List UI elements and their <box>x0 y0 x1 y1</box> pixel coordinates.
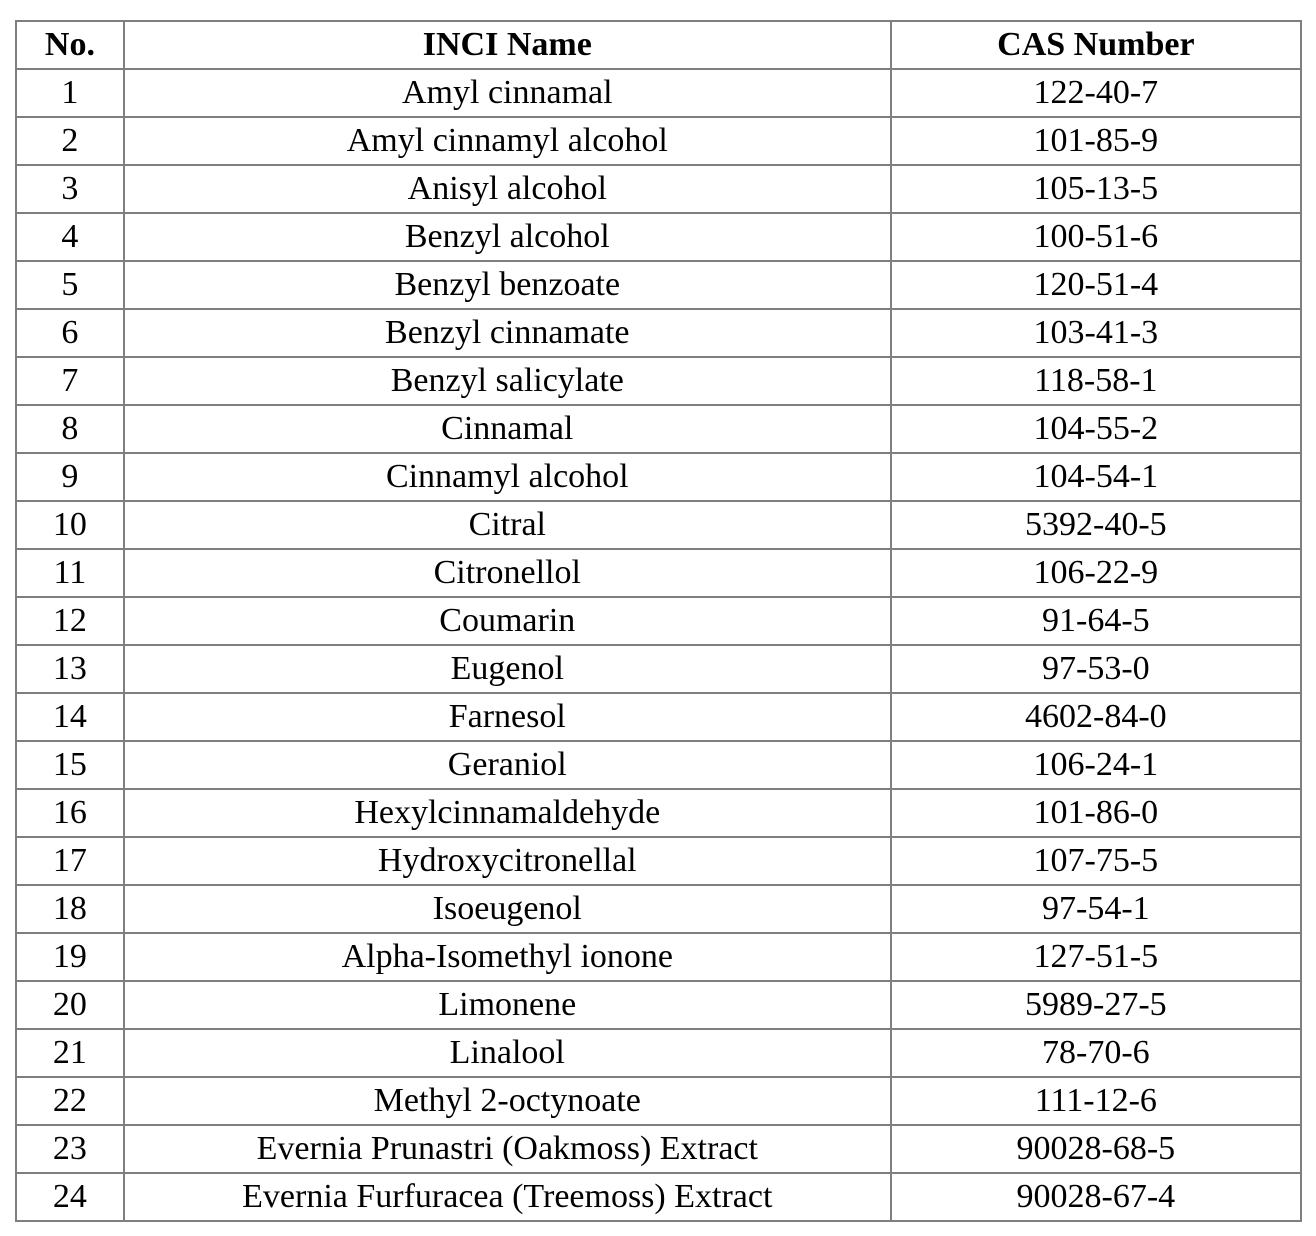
row-number: 2 <box>16 117 124 165</box>
cas-number: 106-22-9 <box>891 549 1301 597</box>
table-row <box>16 1173 1301 1221</box>
table-row <box>16 741 1301 789</box>
row-number: 11 <box>16 549 124 597</box>
row-number: 7 <box>16 357 124 405</box>
inci-name: Evernia Furfuracea (Treemoss) Extract <box>124 1173 891 1221</box>
cas-number: 118-58-1 <box>891 357 1301 405</box>
inci-name: Benzyl benzoate <box>124 261 891 309</box>
cas-number: 78-70-6 <box>891 1029 1301 1077</box>
table-row <box>16 549 1301 597</box>
row-number: 8 <box>16 405 124 453</box>
row-number: 20 <box>16 981 124 1029</box>
row-number: 21 <box>16 1029 124 1077</box>
table-row <box>16 357 1301 405</box>
table-header-row <box>16 21 1301 69</box>
cas-number: 101-85-9 <box>891 117 1301 165</box>
cas-number: 104-55-2 <box>891 405 1301 453</box>
inci-name: Benzyl cinnamate <box>124 309 891 357</box>
inci-name: Citral <box>124 501 891 549</box>
table-row <box>16 981 1301 1029</box>
cas-number: 105-13-5 <box>891 165 1301 213</box>
inci-name: Anisyl alcohol <box>124 165 891 213</box>
cas-number: 107-75-5 <box>891 837 1301 885</box>
row-number: 10 <box>16 501 124 549</box>
header-no: No. <box>16 21 124 69</box>
inci-name: Amyl cinnamyl alcohol <box>124 117 891 165</box>
cas-number: 100-51-6 <box>891 213 1301 261</box>
table-row <box>16 453 1301 501</box>
table-row <box>16 309 1301 357</box>
inci-name: Linalool <box>124 1029 891 1077</box>
inci-name: Coumarin <box>124 597 891 645</box>
cas-number: 111-12-6 <box>891 1077 1301 1125</box>
inci-name: Eugenol <box>124 645 891 693</box>
cas-number: 97-54-1 <box>891 885 1301 933</box>
cas-number: 5392-40-5 <box>891 501 1301 549</box>
inci-name: Amyl cinnamal <box>124 69 891 117</box>
inci-name: Farnesol <box>124 693 891 741</box>
inci-name: Cinnamal <box>124 405 891 453</box>
table-row <box>16 1077 1301 1125</box>
inci-name: Limonene <box>124 981 891 1029</box>
table-row <box>16 789 1301 837</box>
header-inci-name: INCI Name <box>124 21 891 69</box>
cas-number: 101-86-0 <box>891 789 1301 837</box>
fragrance-allergen-table <box>15 20 1302 1222</box>
row-number: 5 <box>16 261 124 309</box>
cas-number: 90028-68-5 <box>891 1125 1301 1173</box>
row-number: 9 <box>16 453 124 501</box>
row-number: 14 <box>16 693 124 741</box>
cas-number: 104-54-1 <box>891 453 1301 501</box>
table-row <box>16 1125 1301 1173</box>
row-number: 1 <box>16 69 124 117</box>
table-row <box>16 501 1301 549</box>
inci-name: Isoeugenol <box>124 885 891 933</box>
cas-number: 5989-27-5 <box>891 981 1301 1029</box>
row-number: 13 <box>16 645 124 693</box>
table-row <box>16 405 1301 453</box>
table-row <box>16 933 1301 981</box>
inci-name: Alpha-Isomethyl ionone <box>124 933 891 981</box>
inci-name: Methyl 2-octynoate <box>124 1077 891 1125</box>
inci-name: Citronellol <box>124 549 891 597</box>
cas-number: 91-64-5 <box>891 597 1301 645</box>
cas-number: 120-51-4 <box>891 261 1301 309</box>
cas-number: 122-40-7 <box>891 69 1301 117</box>
inci-name: Cinnamyl alcohol <box>124 453 891 501</box>
inci-name: Benzyl alcohol <box>124 213 891 261</box>
row-number: 16 <box>16 789 124 837</box>
row-number: 15 <box>16 741 124 789</box>
row-number: 24 <box>16 1173 124 1221</box>
row-number: 12 <box>16 597 124 645</box>
table-row <box>16 693 1301 741</box>
cas-number: 4602-84-0 <box>891 693 1301 741</box>
table-row <box>16 165 1301 213</box>
cas-number: 106-24-1 <box>891 741 1301 789</box>
header-cas-number: CAS Number <box>891 21 1301 69</box>
row-number: 22 <box>16 1077 124 1125</box>
table-row <box>16 261 1301 309</box>
table-body <box>16 69 1301 1221</box>
row-number: 19 <box>16 933 124 981</box>
cas-number: 90028-67-4 <box>891 1173 1301 1221</box>
table-row <box>16 1029 1301 1077</box>
table-row <box>16 213 1301 261</box>
row-number: 23 <box>16 1125 124 1173</box>
row-number: 18 <box>16 885 124 933</box>
inci-name: Hydroxycitronellal <box>124 837 891 885</box>
cas-number: 97-53-0 <box>891 645 1301 693</box>
row-number: 17 <box>16 837 124 885</box>
row-number: 4 <box>16 213 124 261</box>
inci-name: Hexylcinnamaldehyde <box>124 789 891 837</box>
inci-name: Geraniol <box>124 741 891 789</box>
row-number: 6 <box>16 309 124 357</box>
cas-number: 127-51-5 <box>891 933 1301 981</box>
table-row <box>16 645 1301 693</box>
cas-number: 103-41-3 <box>891 309 1301 357</box>
table-row <box>16 69 1301 117</box>
table-row <box>16 597 1301 645</box>
table-row <box>16 885 1301 933</box>
row-number: 3 <box>16 165 124 213</box>
inci-name: Evernia Prunastri (Oakmoss) Extract <box>124 1125 891 1173</box>
table-row <box>16 837 1301 885</box>
inci-name: Benzyl salicylate <box>124 357 891 405</box>
table-row <box>16 117 1301 165</box>
